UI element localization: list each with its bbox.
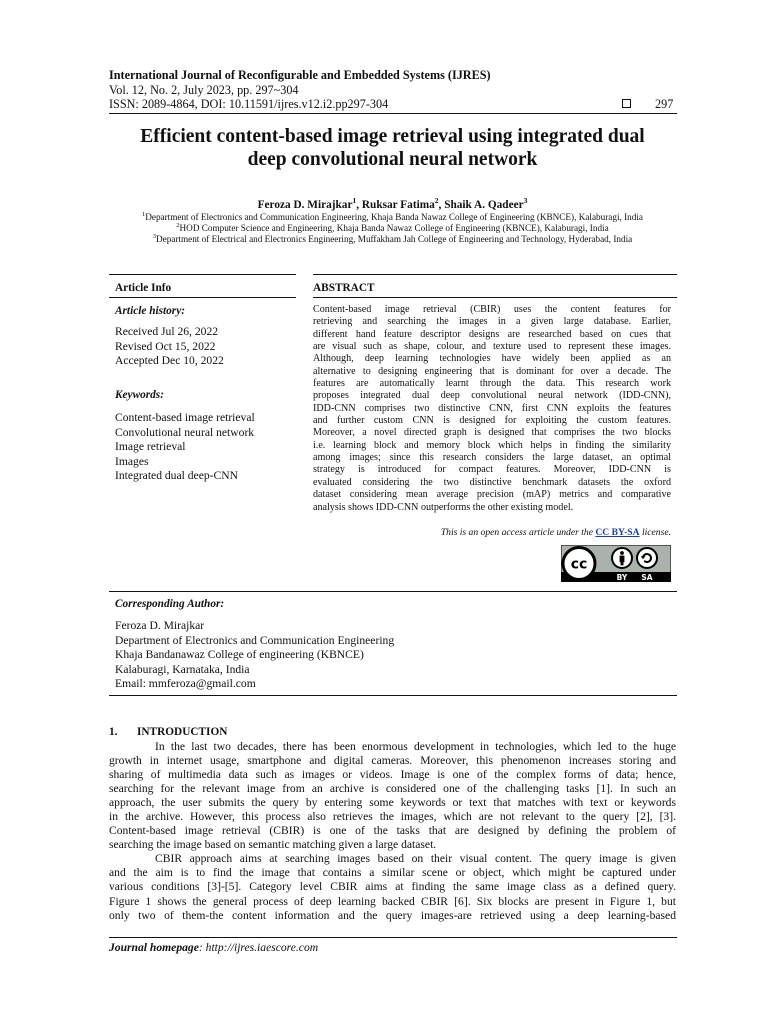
author-name: Ruksar Fatima <box>361 198 435 211</box>
corresponding-top-rule <box>109 591 677 592</box>
page-number: 297 <box>655 97 674 111</box>
info-sub-rule <box>109 297 296 298</box>
body-line: CBIR approach aims at searching images based on their visual content. The query image is given <box>155 852 676 866</box>
history-item: Received Jul 26, 2022 <box>115 325 219 338</box>
title-line: deep convolutional neural network <box>247 149 538 170</box>
square-outline-icon <box>622 99 631 108</box>
affiliation-sup: 2 <box>176 222 180 229</box>
abstract-line: IDD-CNN comprises two distinctive CNN, first CNN exploits the features <box>313 402 671 414</box>
abstract-line: are visual such as shape, colour, and texture used to represent these images. <box>313 341 671 353</box>
paper-title <box>100 125 685 171</box>
body-line: Content-based image retrieval (CBIR) is one of the tasks that are designed by defining the problem of <box>109 824 676 838</box>
keyword-item: Images <box>115 454 149 468</box>
body-line: and the aim is to find the image that contains a similar scene or object, which might be captured under <box>109 866 676 880</box>
journal-name: International Journal of Reconfigurable and Embedded Systems (IJRES) <box>109 68 491 82</box>
by-text: BY <box>616 573 628 582</box>
corresponding-bottom-rule <box>109 695 677 696</box>
body-line: searching for the relevant image from an archive is considered one of the challenging tasks [1]. In such an <box>109 782 676 796</box>
corresponding-line: Department of Electronics and Communication Engineering <box>115 633 395 647</box>
body-line: searching the image based on semantic matching given a large dataset. <box>109 838 437 852</box>
abstract-line: features are automatically learnt through the data. This research work <box>313 378 671 390</box>
body-line: various conditions [3]-[5]. Category level CBIR aims at finding the same image class as a defined query. <box>109 880 676 894</box>
journal-homepage: Journal homepage: http://ijres.iaescore.com <box>109 941 319 954</box>
affiliation-text: Department of Electrical and Electronics Engineering, Muffakham Jah College of Engineering and Technology, Hyderabad, India <box>155 234 633 245</box>
header-rule <box>109 113 677 114</box>
abstract-line: dataset considering mean average precision (mAP) metrics and comparative <box>313 489 671 501</box>
affiliation-text: HOD Computer Science and Engineering, Khaja Banda Nawaz College of Engineering (KBNCE), Kalaburagi, India <box>179 223 609 234</box>
corresponding-line: Kalaburagi, Karnataka, India <box>115 662 250 676</box>
corresponding-line: Khaja Bandanawaz College of engineering (KBNCE) <box>115 648 364 662</box>
abstract-line: different hand feature descriptor designs are researched based on cues that <box>313 328 671 340</box>
footer-rule <box>109 937 677 938</box>
affiliation-sup: 1 <box>141 211 146 218</box>
affiliation-text: Department of Electronics and Communication Engineering, Khaja Banda Nawaz College of Engineering (KBNCE), Kalaburagi, India <box>145 212 643 223</box>
license-suffix: license. <box>641 527 671 538</box>
abstract-sub-rule <box>313 297 677 298</box>
abstract-line: i.e. learning block and memory block which helps in finding the similarity <box>313 439 671 451</box>
info-top-rule <box>109 274 296 275</box>
history-item: Accepted Dec 10, 2022 <box>115 354 224 368</box>
abstract-line: Moreover, a novel directed graph is designed that comprises the two blocks <box>313 427 671 439</box>
corresponding-details <box>115 619 394 692</box>
body-line: approach, the user submits the query by entering some keywords or text that matches with text or keywords <box>109 796 676 810</box>
body-line: Figure 1 shows the general process of deep learning backed CBIR [6]. Six blocks are present in Figure 1, but <box>109 894 676 908</box>
abstract-line: and further custom CNN is designed for exploiting the custom features. <box>313 415 671 427</box>
homepage-url[interactable]: http://ijres.iaescore.com <box>205 941 319 954</box>
abstract-line: retrieving and searching the images in a given large database. Earlier, <box>313 316 671 328</box>
sa-text: SA <box>641 573 653 582</box>
keyword-item: Convolutional neural network <box>115 425 255 439</box>
section-number: 1. <box>109 726 118 738</box>
license-statement <box>313 527 671 538</box>
abstract-line: alternative to designing engineering that is dominant for over a decade. The <box>313 365 671 377</box>
issn-doi: ISSN: 2089-4864, DOI: 10.11591/ijres.v12.i2.pp297-304 <box>109 97 389 111</box>
creative-commons-by-sa-icon[interactable] <box>561 545 671 582</box>
abstract-line: Although, deep learning technologies have widely been applied as an <box>313 353 671 365</box>
author-list: Feroza D. Mirajkar$^1$, Ruksar Fatima$^2$, Shaik A. Qadeer$^3$ <box>257 196 528 211</box>
keyword-item: Image retrieval <box>115 440 186 454</box>
body-line: in the archive. However, this process also retrieves the images, which are not relevant to the query [2], [3]. <box>109 810 676 824</box>
abstract-line: evaluated considering the two distinctive benchmark datasets the oxford <box>313 476 671 488</box>
keyword-item: Integrated dual deep-CNN <box>115 469 238 483</box>
abstract-line: among images; since this research considers the large dataset, an optimal <box>313 452 671 464</box>
affiliation-sup: 3 <box>152 233 156 240</box>
author-name: Shaik A. Qadeer <box>444 198 524 211</box>
intro-body <box>109 740 676 923</box>
keyword-list <box>115 411 255 484</box>
author-sup: 3 <box>523 196 528 205</box>
history-item: Revised Oct 15, 2022 <box>115 339 216 353</box>
title-line: Efficient content-based image retrieval using integrated dual <box>140 126 645 147</box>
homepage-label: Journal homepage <box>109 941 199 954</box>
article-info-heading: Article Info <box>115 282 172 294</box>
abstract-top-rule <box>313 274 677 275</box>
body-line: growth in internet usage, smartphone and digital cameras. Moreover, this phenomenon increases storing and <box>109 754 676 768</box>
corresponding-heading: Corresponding Author: <box>115 598 225 610</box>
corresponding-email: Email: mmferoza@gmail.com <box>115 677 256 691</box>
affiliation <box>90 222 695 233</box>
section-heading <box>109 726 227 738</box>
abstract-line: strategy is introduced for compact features. Moreover, IDD-CNN is <box>313 464 671 476</box>
section-title: INTRODUCTION <box>137 726 228 738</box>
corresponding-line: Feroza D. Mirajkar <box>115 619 205 632</box>
author-sup: 2 <box>434 196 439 205</box>
volume-info: Vol. 12, No. 2, July 2023, pp. 297~304 <box>109 83 299 97</box>
abstract-body <box>313 304 671 514</box>
article-history-heading: Article history: <box>115 305 185 317</box>
body-line: sharing of multimedia data such as images or videos. Image is one of the complex forms of data; hence, <box>109 768 676 782</box>
abstract-line: analysis shows IDD-CNN outperforms the other existing model. <box>313 501 574 513</box>
affiliation <box>90 211 695 222</box>
cc-badge-graphic <box>561 545 671 582</box>
affiliation <box>90 233 695 244</box>
abstract-heading: ABSTRACT <box>313 282 375 294</box>
abstract-line: proposes integrated dual deep convolutional neural network (IDD-CNN), <box>313 390 671 402</box>
body-line: In the last two decades, there has been enormous development in technologies, which led to the huge <box>155 740 676 753</box>
abstract-line: Content-based image retrieval (CBIR) uses the content features for <box>313 304 671 315</box>
keywords-heading: Keywords: <box>115 389 164 401</box>
author-sup: 1 <box>352 196 357 205</box>
cc-text: cc <box>570 556 588 573</box>
body-line: only two of them-the content information and the query images-are retrieved using a deep learning-based <box>109 908 676 922</box>
author-name: Feroza D. Mirajkar <box>257 198 353 211</box>
keyword-item: Content-based image retrieval <box>115 411 255 424</box>
article-history <box>115 325 224 369</box>
license-prefix: This is an open access article under the <box>440 527 593 538</box>
license-link[interactable]: CC BY-SA <box>595 527 640 538</box>
